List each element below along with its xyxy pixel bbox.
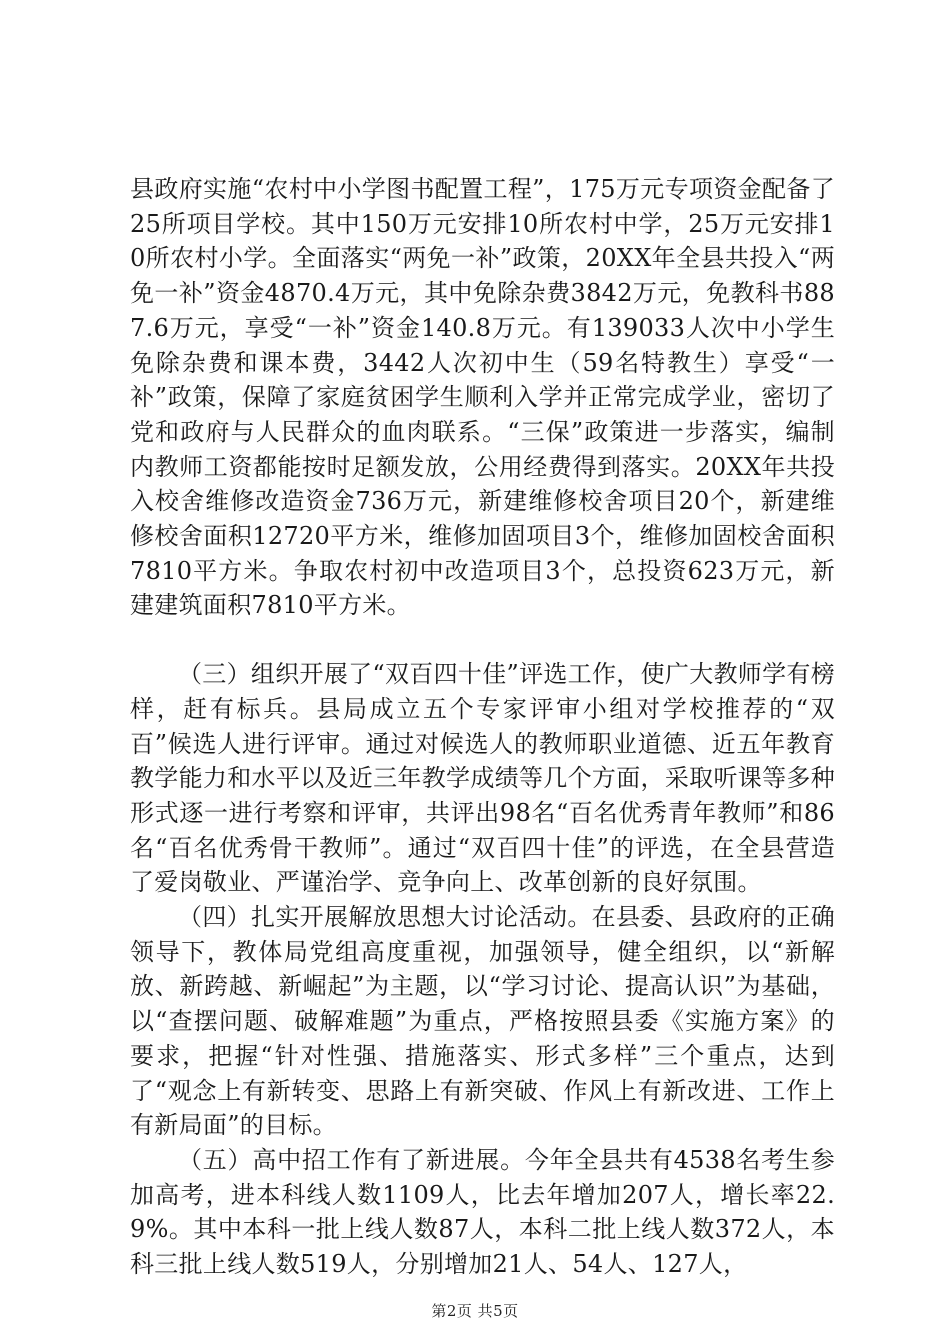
paragraph-section-3: （三）组织开展了“双百四十佳”评选工作，使广大教师学有榜样，赶有标兵。县局成立五个专家评审小组对学校推荐的“双百”候选人进行评审。通过对候选人的教师职业道德、近五年教育教学能力和水平以及近三年教学成绩等几个方面，采取听课等多种形式逐一进行考察和评审，共评出98名“百名优秀青年教师”和86名“百名优秀骨干教师”。通过“双百四十佳”的评选，在全县营造了爱岗敬业、严谨治学、竞争向上、改革创新的良好氛围。 <box>130 660 835 897</box>
paragraph-funding: 县政府实施“农村中小学图书配置工程”，175万元专项资金配备了25所项目学校。其中150万元安排10所农村中学，25万元安排10所农村小学。全面落实“两免一补”政策，20XX年全县共投入“两免一补”资金4870.4万元，其中免除杂费3842万元，免教科书887.6万元，享受“一补”资金140.8万元。有139033人次中小学生免除杂费和课本费，3442人次初中生（59名特教生）享受“一补”政策，保障了家庭贫困学生顺利入学并正常完成学业，密切了党和政府与人民群众的血肉联系。“三保”政策进一步落实，编制内教师工资都能按时足额发放，公用经费得到落实。20XX年共投入校舍维修改造资金736万元，新建维修校舍项目20个，新建维修校舍面积12720平方米，维修加固项目3个，维修加固校舍面积7810平方米。争取农村初中改造项目3个，总投资623万元，新建建筑面积7810平方米。 <box>130 175 835 620</box>
document-body <box>130 172 835 1282</box>
paragraph-spacer <box>130 623 835 657</box>
paragraph-section-4: （四）扎实开展解放思想大讨论活动。在县委、县政府的正确领导下，教体局党组高度重视，加强领导，健全组织，以“新解放、新跨越、新崛起”为主题，以“学习讨论、提高认识”为基础，以“查摆问题、破解难题”为重点，严格按照县委《实施方案》的要求，把握“针对性强、措施落实、形式多样”三个重点，达到了“观念上有新转变、思路上有新突破、作风上有新改进、工作上有新局面”的目标。 <box>130 903 835 1140</box>
paragraph-section-5: （五）高中招工作有了新进展。今年全县共有4538名考生参加高考，进本科线人数1109人，比去年增加207人，增长率22.9%。其中本科一批上线人数87人，本科二批上线人数372人，本科三批上线人数519人，分别增加21人、54人、127人， <box>130 1145 835 1279</box>
page-number-footer: 第2页 共5页 <box>431 1302 519 1320</box>
